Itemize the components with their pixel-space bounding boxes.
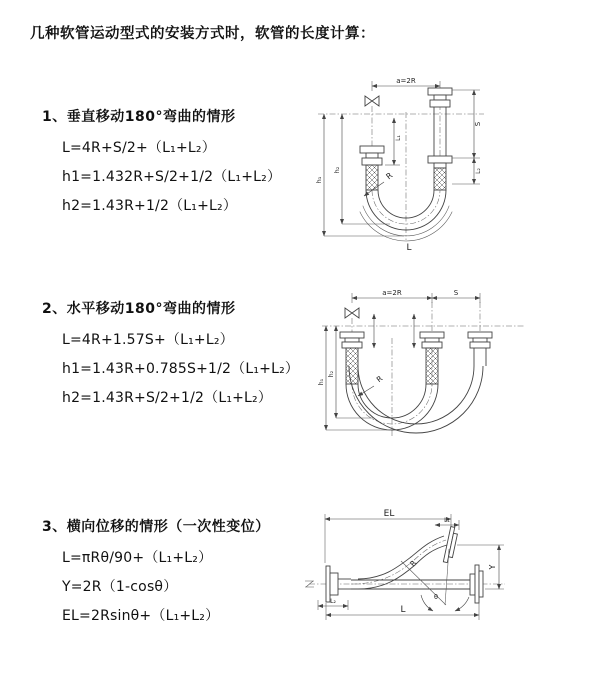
formula-line: L=πRθ/90+（L₁+L₂）	[62, 550, 213, 566]
dim-label-y: Y	[488, 564, 497, 570]
braided-hose-section	[366, 165, 378, 190]
dim-label-l2: L₂	[475, 168, 482, 174]
page-title: 几种软管运动型式的安装方式时，软管的长度计算：	[30, 26, 375, 42]
angle-arc	[455, 597, 469, 611]
radius-label: R	[407, 558, 419, 569]
diagram-vertical-180-bend	[312, 70, 548, 256]
formula-line: EL=2Rsinθ+（L₁+L₂）	[62, 608, 220, 624]
section-3	[42, 516, 270, 631]
hose-wall-displaced	[358, 536, 444, 579]
dim-label-a-2r: a=2R	[382, 289, 402, 297]
radius-label: R	[384, 170, 395, 182]
diagram-horizontal-180-bend	[318, 286, 586, 440]
section-3-heading: 3、横向位移的情形（一次性变位）	[42, 519, 270, 535]
valve-icon	[365, 96, 379, 106]
formula-line: h1=1.432R+S/2+1/2（L₁+L₂）	[62, 169, 282, 185]
length-label: L	[400, 605, 406, 615]
section-2	[42, 298, 299, 413]
dim-label-el: EL	[383, 509, 395, 519]
formula-line: h2=1.43R+S/2+1/2（L₁+L₂）	[62, 390, 273, 406]
angle-label: θ	[434, 593, 438, 601]
section-1-heading: 1、垂直移动180°弯曲的情形	[42, 109, 236, 125]
section-1	[42, 106, 281, 221]
braided-hose-section	[426, 348, 438, 384]
formula-line: Y=2R（1-cosθ）	[62, 579, 178, 595]
dim-label-s: S	[474, 121, 482, 127]
formula-line: h1=1.43R+0.785S+1/2（L₁+L₂）	[62, 361, 300, 377]
braided-hose-section	[434, 168, 446, 190]
hose-wall-displaced	[358, 366, 474, 424]
dim-label-h2: h₂	[333, 166, 341, 174]
section-2-heading: 2、水平移动180°弯曲的情形	[42, 301, 236, 317]
dim-label-l2: L₂	[330, 598, 336, 605]
angle-arc	[421, 595, 433, 611]
braided-hose-section	[346, 348, 358, 384]
dim-label-h1: h₁	[315, 176, 323, 184]
dim-label-l1: L₁	[444, 517, 450, 524]
flange	[340, 332, 492, 348]
formula-line: h2=1.43R+1/2（L₁+L₂）	[62, 198, 238, 214]
radius-label: R	[374, 373, 385, 385]
dim-label-l1: L₁	[395, 135, 402, 141]
length-label: L	[406, 243, 412, 253]
formula-line: L=4R+S/2+（L₁+L₂）	[62, 140, 216, 156]
diagram-lateral-displacement	[303, 505, 593, 651]
dim-label-a-2r: a=2R	[396, 77, 416, 85]
valve-icon	[345, 308, 359, 318]
dim-label-h2: h₂	[328, 370, 335, 378]
dim-label-s: S	[453, 289, 459, 297]
formula-line: L=4R+1.57S+（L₁+L₂）	[62, 332, 234, 348]
dim-label-h1: h₁	[318, 378, 325, 386]
